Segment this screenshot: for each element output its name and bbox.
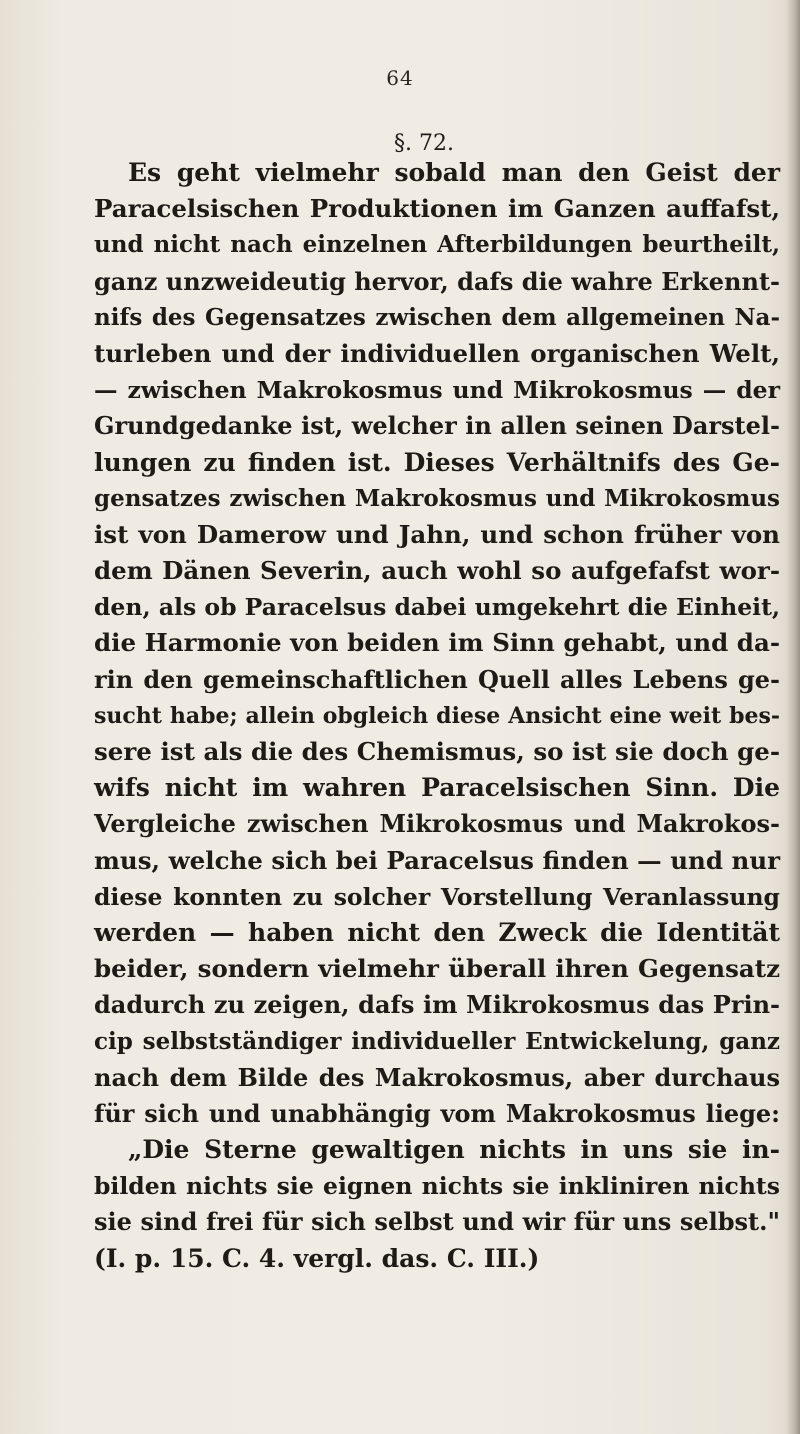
- text-line: dem Dänen Severin, auch wohl so aufgefafst wor-: [94, 556, 780, 586]
- text-line: werden — haben nicht den Zweck die Identität: [94, 917, 780, 947]
- text-line: und nicht nach einzelnen Afterbildungen beurtheilt,: [94, 231, 780, 259]
- text-line: gensatzes zwischen Makrokosmus und Mikrokosmus: [94, 484, 780, 512]
- page-edge-shadow: [786, 0, 800, 1434]
- text-line: — zwischen Makrokosmus und Mikrokosmus — der: [94, 376, 780, 405]
- text-line: beider, sondern vielmehr überall ihren Gegensatz: [94, 954, 780, 984]
- text-line: dadurch zu zeigen, dafs im Mikrokosmus das Prin-: [94, 990, 780, 1020]
- text-line: wifs nicht im wahren Paracelsischen Sinn. Die: [94, 773, 780, 803]
- text-line: sucht habe; allein obgleich diese Ansicht eine weit bes-: [94, 702, 780, 729]
- text-line: für sich und unabhängig vom Makrokosmus liege:: [94, 1098, 780, 1128]
- text-line: (I. p. 15. C. 4. vergl. das. C. III.): [94, 1243, 540, 1273]
- text-line: Paracelsischen Produktionen im Ganzen auffafst,: [94, 194, 780, 224]
- text-line: Grundgedanke ist, welcher in allen seinen Darstel-: [94, 411, 780, 441]
- text-line: sere ist als die des Chemismus, so ist sie doch ge-: [94, 737, 780, 766]
- text-line: Vergleiche zwischen Mikrokosmus und Makrokos-: [94, 809, 780, 839]
- text-line: ganz unzweideutig hervor, dafs die wahre Erkennt-: [94, 266, 780, 296]
- text-line: cip selbstständiger individueller Entwickelung, ganz: [94, 1027, 780, 1055]
- text-line: turleben und der individuellen organischen Welt,: [94, 338, 780, 368]
- text-line: nifs des Gegensatzes zwischen dem allgemeinen Na-: [94, 303, 780, 331]
- text-line: Es geht vielmehr sobald man den Geist der: [128, 158, 780, 187]
- text-line: mus, welche sich bei Paracelsus finden — und nur: [94, 845, 781, 875]
- text-line: den, als ob Paracelsus dabei umgekehrt die Einheit,: [94, 593, 781, 622]
- text-line: nach dem Bilde des Makrokosmus, aber durchaus: [94, 1062, 780, 1092]
- text-line: bilden nichts sie eignen nichts sie inkliniren nichts: [94, 1172, 780, 1201]
- text-line: lungen zu finden ist. Dieses Verhältnifs des Ge-: [94, 447, 780, 477]
- text-line: ist von Damerow und Jahn, und schon früher von: [94, 519, 780, 549]
- text-line: sie sind frei für sich selbst und wir für uns selbst.": [94, 1207, 780, 1237]
- section-heading: §. 72.: [394, 131, 454, 156]
- text-line: die Harmonie von beiden im Sinn gehabt, und da-: [94, 628, 780, 658]
- page-number: 64: [386, 66, 414, 90]
- text-line: diese konnten zu solcher Vorstellung Veranlassung: [94, 882, 780, 911]
- text-line: rin den gemeinschaftlichen Quell alles Lebens ge-: [94, 664, 780, 694]
- text-line: „Die Sterne gewaltigen nichts in uns sie in-: [128, 1135, 780, 1165]
- body-text: [94, 155, 780, 1277]
